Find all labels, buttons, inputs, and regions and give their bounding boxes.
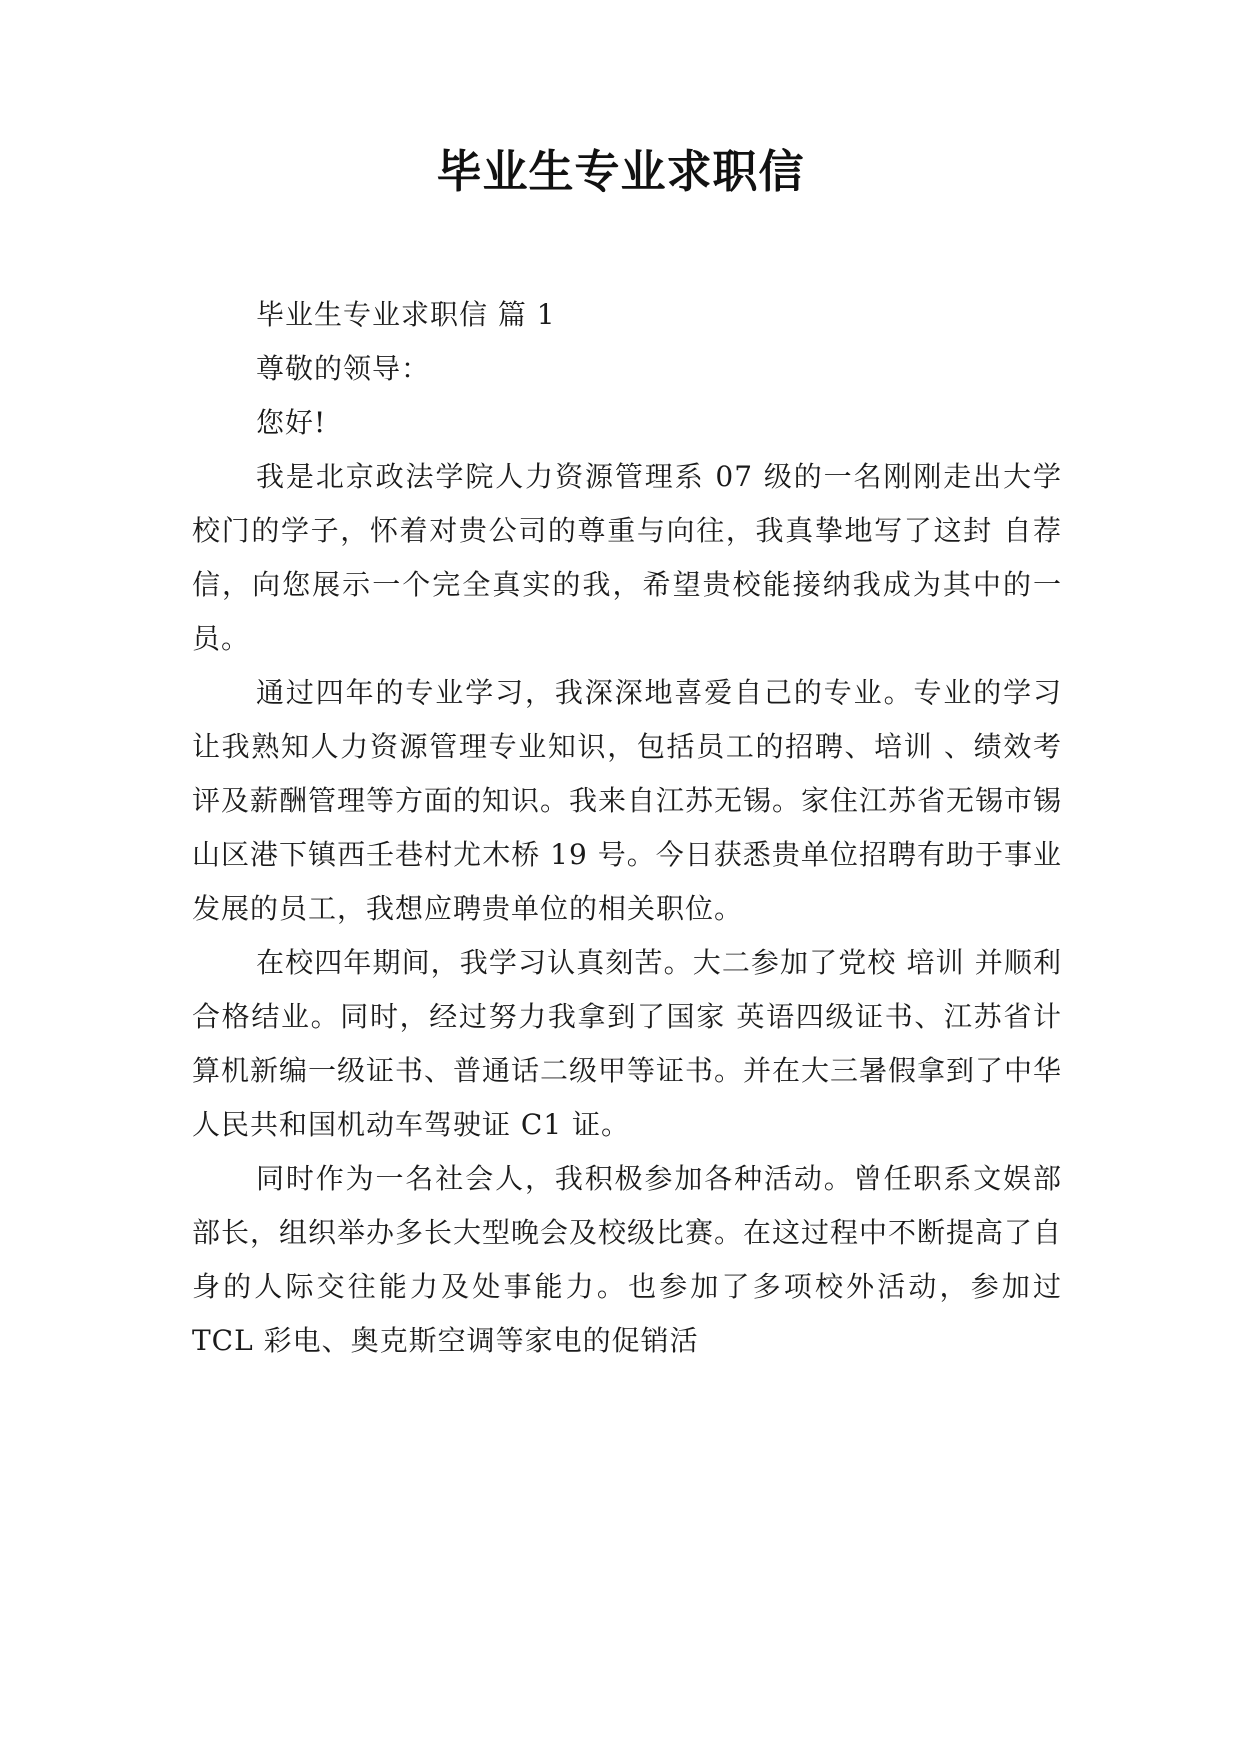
paragraph-activities: 同时作为一名社会人，我积极参加各种活动。曾任职系文娱部部长，组织举办多长大型晚会及校级比赛。在这过程中不断提高了自身的人际交往能力及处事能力。也参加了多项校外活动，参加过 TCL 彩电、奥克斯空调等家电的促销活 xyxy=(192,1162,1063,1357)
document-title: 毕业生专业求职信 xyxy=(436,145,805,198)
paragraph-introduction: 我是北京政法学院人力资源管理系 07 级的一名刚刚走出大学校门的学子，怀着对贵公司的尊重与向往，我真挚地写了这封 自荐 信，向您展示一个完全真实的我，希望贵校能接纳我成为其中的一员。 xyxy=(192,460,1062,655)
paragraph-education: 通过四年的专业学习，我深深地喜爱自己的专业。专业的学习让我熟知人力资源管理专业知识，包括员工的招聘、培训 、绩效考评及薪酬管理等方面的知识。我来自江苏无锡。家住江苏省无锡市锡山区港下镇西壬巷村尤木桥 19 号。今日获悉贵单位招聘有助于事业发展的员工，我想应聘贵单位的相关职位。 xyxy=(192,676,1063,925)
paragraph-achievements: 在校四年期间，我学习认真刻苦。大二参加了党校 培训 并顺利合格结业。同时，经过努力我拿到了国家 英语四级证书、江苏省计算机新编一级证书、普通话二级甲等证书。并在大三暑假拿到了中华人民共和国机动车驾驶证 C1 证。 xyxy=(192,946,1063,1141)
greeting: 您好! xyxy=(256,406,327,439)
document-body xyxy=(192,288,1062,1368)
salutation: 尊敬的领导： xyxy=(256,352,431,385)
section-heading: 毕业生专业求职信 篇 1 xyxy=(256,298,556,331)
